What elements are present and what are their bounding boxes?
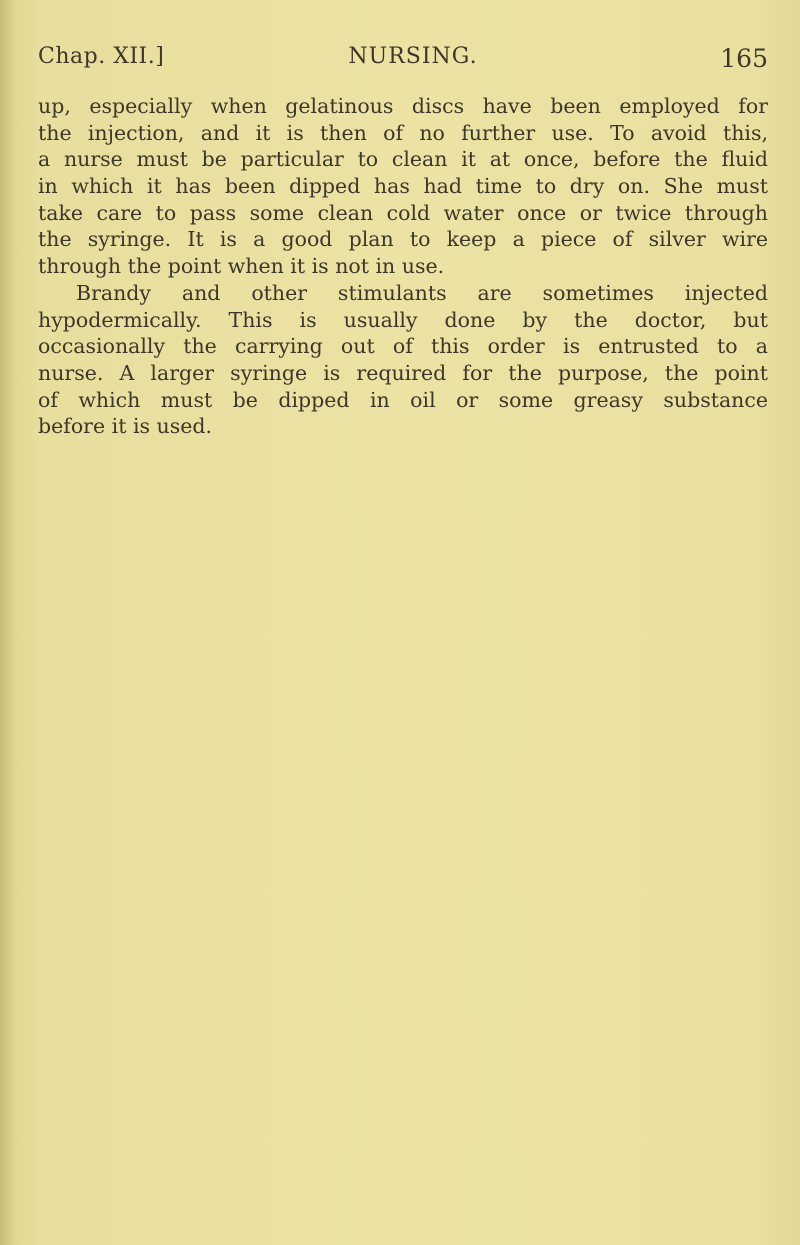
text-line: take care to pass some clean cold water once or twice through (38, 200, 768, 225)
paragraph-start-line: Brandy and other stimulants are sometimes injected (76, 280, 768, 305)
text-line: before it is used. (38, 414, 213, 439)
text-line: the injection, and it is then of no further use. To avoid this, (38, 120, 768, 145)
text-line: through the point when it is not in use. (38, 254, 445, 279)
text-line: the syringe. It is a good plan to keep a piece of silver wire (38, 227, 768, 252)
text-line: hypodermically. This is usually done by the doctor, but (38, 307, 768, 332)
text-line: occasionally the carrying out of this order is entrusted to a (38, 334, 768, 359)
gutter-shadow (0, 0, 14, 1245)
body-text (38, 93, 768, 440)
text-line: nurse. A larger syringe is required for the purpose, the point (38, 360, 768, 385)
text-line: in which it has been dipped has had time to dry on. She must (38, 174, 768, 199)
page-number: 165 (720, 44, 768, 73)
text-line: of which must be dipped in oil or some greasy substance (38, 387, 768, 412)
chapter-label: Chap. XII.] (38, 44, 165, 69)
running-title: NURSING. (348, 44, 478, 69)
running-header (38, 44, 768, 80)
text-line: up, especially when gelatinous discs have been employed for (38, 94, 768, 118)
text-line: a nurse must be particular to clean it at once, before the fluid (38, 147, 768, 172)
